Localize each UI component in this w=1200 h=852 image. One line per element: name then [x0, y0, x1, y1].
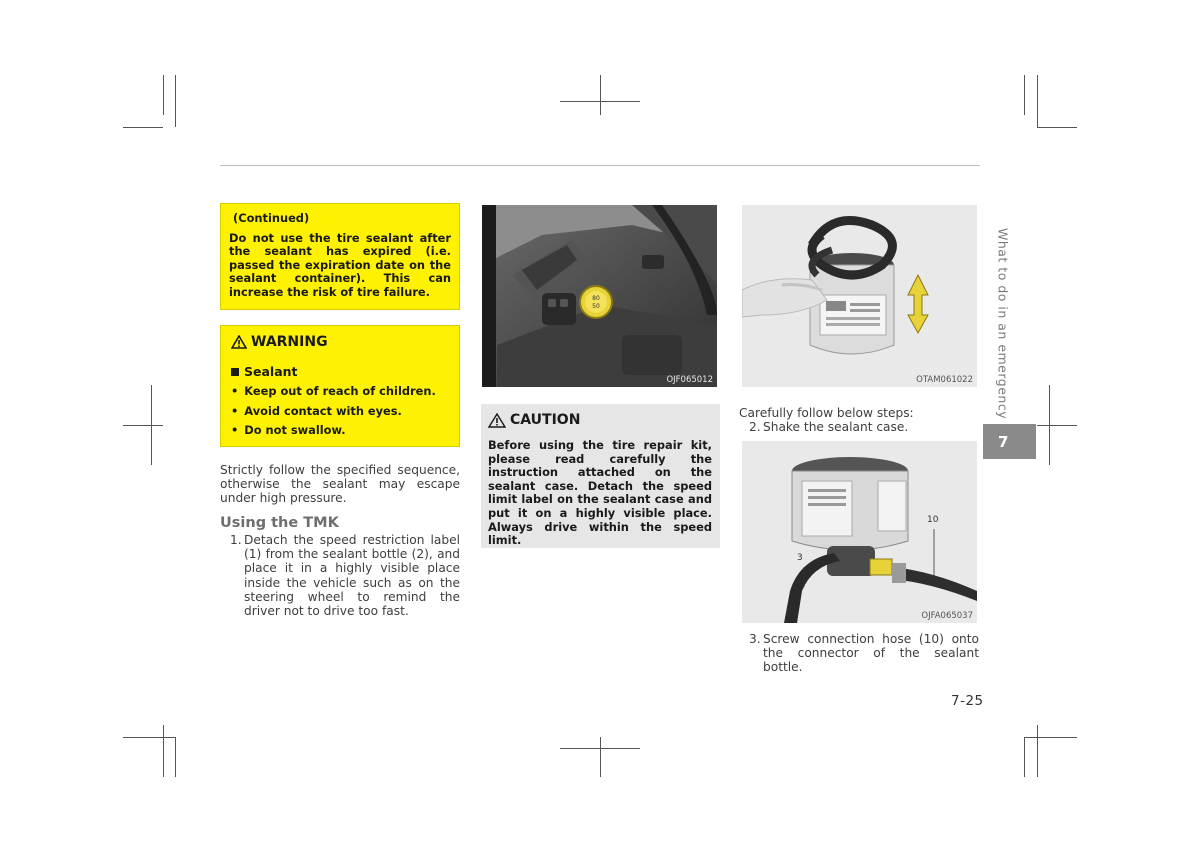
- crop-mark: [123, 425, 163, 426]
- crop-mark: [163, 75, 164, 115]
- caution-box: [481, 404, 720, 548]
- sealant-shake-photo: [742, 205, 977, 387]
- crop-mark: [175, 737, 176, 777]
- dashboard-photo: [482, 205, 717, 387]
- crop-mark: [1037, 725, 1038, 777]
- callout-number: 3: [797, 553, 803, 563]
- caution-title-text: CAUTION: [510, 412, 581, 428]
- steps-intro: Carefully follow below steps:: [739, 406, 914, 420]
- step-text: Detach the speed restriction label (1) from the sealant bottle (2), and place it in a highly visible place inside the vehicle such as on the steering wheel to remind the driver not to drive too fast.: [244, 533, 460, 619]
- warning-subtitle: [231, 364, 451, 379]
- crop-mark: [151, 385, 152, 465]
- dial-label: 80: [592, 295, 600, 302]
- warning-title: [231, 334, 451, 350]
- continued-warning-box: [220, 203, 460, 310]
- continued-heading: (Continued): [233, 211, 310, 225]
- crop-mark: [1049, 385, 1050, 465]
- crop-mark: [600, 75, 601, 115]
- section-heading: Using the TMK: [220, 515, 339, 531]
- step-2: [749, 420, 979, 434]
- page-number: 7-25: [951, 693, 984, 709]
- chapter-side-label: [992, 228, 1014, 420]
- callout-number: 10: [927, 515, 939, 525]
- warning-item: • Keep out of reach of children.: [231, 385, 451, 398]
- dial-label: 50: [592, 303, 600, 310]
- crop-mark: [1037, 75, 1038, 127]
- step-text: Shake the sealant case.: [763, 420, 909, 434]
- caution-title: [488, 412, 712, 428]
- crop-mark: [175, 75, 176, 127]
- crop-mark: [600, 737, 601, 777]
- crop-mark: [123, 737, 176, 738]
- photo-caption: OTAM061022: [916, 375, 973, 385]
- photo-caption: OJFA065037: [921, 611, 973, 621]
- step-number: 2.: [749, 420, 761, 434]
- crop-mark: [1037, 425, 1077, 426]
- step-1: [230, 533, 460, 618]
- intro-paragraph: Strictly follow the specified sequence, otherwise the sealant may escape under high pressure.: [220, 463, 460, 506]
- step-text: Screw connection hose (10) onto the connector of the sealant bottle.: [763, 632, 979, 675]
- continued-text: Do not use the tire sealant after the sealant has expired (i.e. passed the expiration date on the sealant container). This can increase the risk of tire failure.: [229, 230, 451, 299]
- warning-title-text: WARNING: [251, 334, 328, 350]
- caution-text: Before using the tire repair kit, please read carefully the instruction attached on the sealant case. Detach the speed limit label on the sealant case and put it on a highly visible place. Always drive within the speed limit.: [488, 438, 712, 548]
- warning-triangle-icon: [488, 413, 506, 428]
- step-3: [749, 632, 979, 675]
- crop-mark: [1024, 75, 1025, 115]
- photo-caption: OJF065012: [666, 375, 713, 385]
- crop-mark: [163, 725, 164, 777]
- chapter-side-label-text: What to do in an emergency: [995, 228, 1011, 420]
- warning-subtitle-text: Sealant: [244, 364, 298, 379]
- header-rule: [220, 165, 980, 166]
- chapter-tab: 7: [983, 424, 1036, 459]
- crop-mark: [1037, 127, 1077, 128]
- warning-item: • Avoid contact with eyes.: [231, 405, 451, 418]
- square-bullet-icon: [231, 368, 239, 376]
- crop-mark: [1024, 737, 1025, 777]
- step-number: 1.: [230, 533, 242, 547]
- warning-list: [231, 385, 451, 437]
- crop-mark: [123, 127, 163, 128]
- warning-triangle-icon: [231, 335, 247, 349]
- hose-connection-photo: [742, 441, 977, 623]
- crop-mark: [1024, 737, 1077, 738]
- step-number: 3.: [749, 632, 761, 646]
- warning-item: • Do not swallow.: [231, 424, 451, 437]
- warning-box: [220, 325, 460, 447]
